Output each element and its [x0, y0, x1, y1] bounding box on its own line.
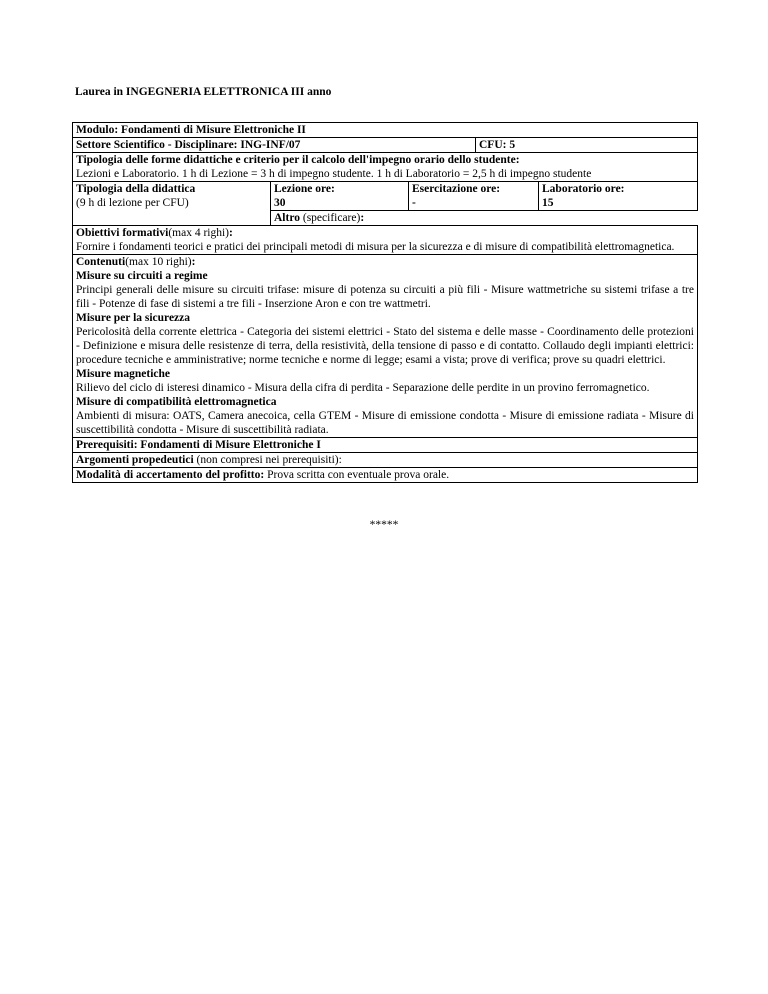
prerequisiti-value: Fondamenti di Misure Elettroniche I: [140, 439, 321, 451]
obiettivi-text: Fornire i fondamenti teorici e pratici dei principali metodi di misura per la sicurezza e di misure di compatibilità elettromagnetica.: [76, 241, 675, 253]
propedeutici-label: Argomenti propedeutici: [76, 454, 194, 466]
section-text: Principi generali delle misure su circuiti trifase: misure di potenza su circuiti a più fili - Misure wattmetriche su sistemi trifase a tre fili - Potenze di fase di sistemi a tre fili - Inserzione Aron e con tre wattmetri.: [76, 284, 694, 310]
section-text: Ambienti di misura: OATS, Camera anecoica, cella GTEM - Misure di emissione condotta - Misure di emissione radiata - Misure di suscettibilità condotta - Misure di suscettibilità radiata.: [76, 410, 694, 436]
propedeutici-value: (non compresi nei prerequisiti):: [196, 454, 342, 466]
didattica-note: (9 h di lezione per CFU): [76, 197, 189, 209]
contenuti-note: (max 10 righi): [125, 256, 192, 268]
obiettivi-colon: :: [229, 227, 233, 239]
section-title: Misure magnetiche: [76, 368, 171, 380]
lezione-value: 30: [274, 197, 286, 209]
section-title: Misure su circuiti a regime: [76, 270, 208, 282]
propedeutici-row: [73, 453, 698, 468]
cfu-label: CFU:: [479, 139, 507, 151]
contenuti-label: Contenuti: [76, 256, 126, 268]
obiettivi-row: [73, 226, 698, 255]
accertamento-row: [73, 468, 698, 483]
prerequisiti-label: Prerequisiti:: [76, 439, 138, 451]
altro-colon: :: [360, 212, 365, 224]
laboratorio-value: 15: [542, 197, 554, 209]
didattica-label: Tipologia della didattica: [76, 183, 196, 195]
contenuti-colon: :: [191, 256, 196, 268]
modulo-row: [73, 123, 698, 138]
accertamento-value: Prova scritta con eventuale prova orale.: [267, 469, 450, 481]
prerequisiti-row: [73, 438, 698, 453]
lezione-label: Lezione ore:: [274, 183, 335, 195]
course-heading: Laurea in INGEGNERIA ELETTRONICA III anno: [75, 86, 332, 98]
didattica-row: [73, 182, 698, 211]
section-text: Rilievo del ciclo di isteresi dinamico - Misura della cifra di perdita - Separazione delle perdite in un provino ferromagnetico.: [76, 382, 650, 394]
esercitazione-value: -: [412, 197, 416, 209]
modulo-value: Fondamenti di Misure Elettroniche II: [121, 124, 306, 136]
section-title: Misure per la sicurezza: [76, 312, 191, 324]
cfu-value: 5: [509, 139, 516, 151]
footer-separator: *****: [369, 519, 399, 531]
section-text: Pericolosità della corrente elettrica - Categoria dei sistemi elettrici - Stato del sistema e delle masse - Coordinamento delle protezioni - Definizione e misura delle resistenze di terra, della resistività, della tensione di passo e di contatto. Collaudo degli impianti elettrici: procedure tecniche e amministrative; norme tecniche e norme di legge; esami a vista; prove di verifica; prove su quadri elettrici.: [76, 326, 694, 366]
tipologia-forme-text: Lezioni e Laboratorio. 1 h di Lezione = 3 h di impegno studente. 1 h di Laboratorio = 2,5 h di impegno studente: [76, 168, 592, 180]
settore-row: [73, 138, 698, 153]
altro-note: (specificare): [302, 212, 361, 224]
section-title: Misure di compatibilità elettromagnetica: [76, 396, 277, 408]
settore-label: Settore Scientifico - Disciplinare:: [76, 139, 238, 151]
obiettivi-note: (max 4 righi): [168, 227, 229, 239]
course-table: [72, 122, 698, 483]
laboratorio-label: Laboratorio ore:: [542, 183, 625, 195]
altro-label: Altro: [274, 212, 300, 224]
modulo-label: Modulo:: [76, 124, 119, 136]
contenuti-row: [73, 255, 698, 438]
tipologia-forme-row: [73, 153, 698, 182]
accertamento-label: Modalità di accertamento del profitto:: [76, 469, 265, 481]
obiettivi-label: Obiettivi formativi: [76, 227, 169, 239]
tipologia-forme-title: Tipologia delle forme didattiche e criterio per il calcolo dell'impegno orario dello studente:: [76, 154, 520, 166]
esercitazione-label: Esercitazione ore:: [412, 183, 501, 195]
settore-value: ING-INF/07: [240, 139, 301, 151]
